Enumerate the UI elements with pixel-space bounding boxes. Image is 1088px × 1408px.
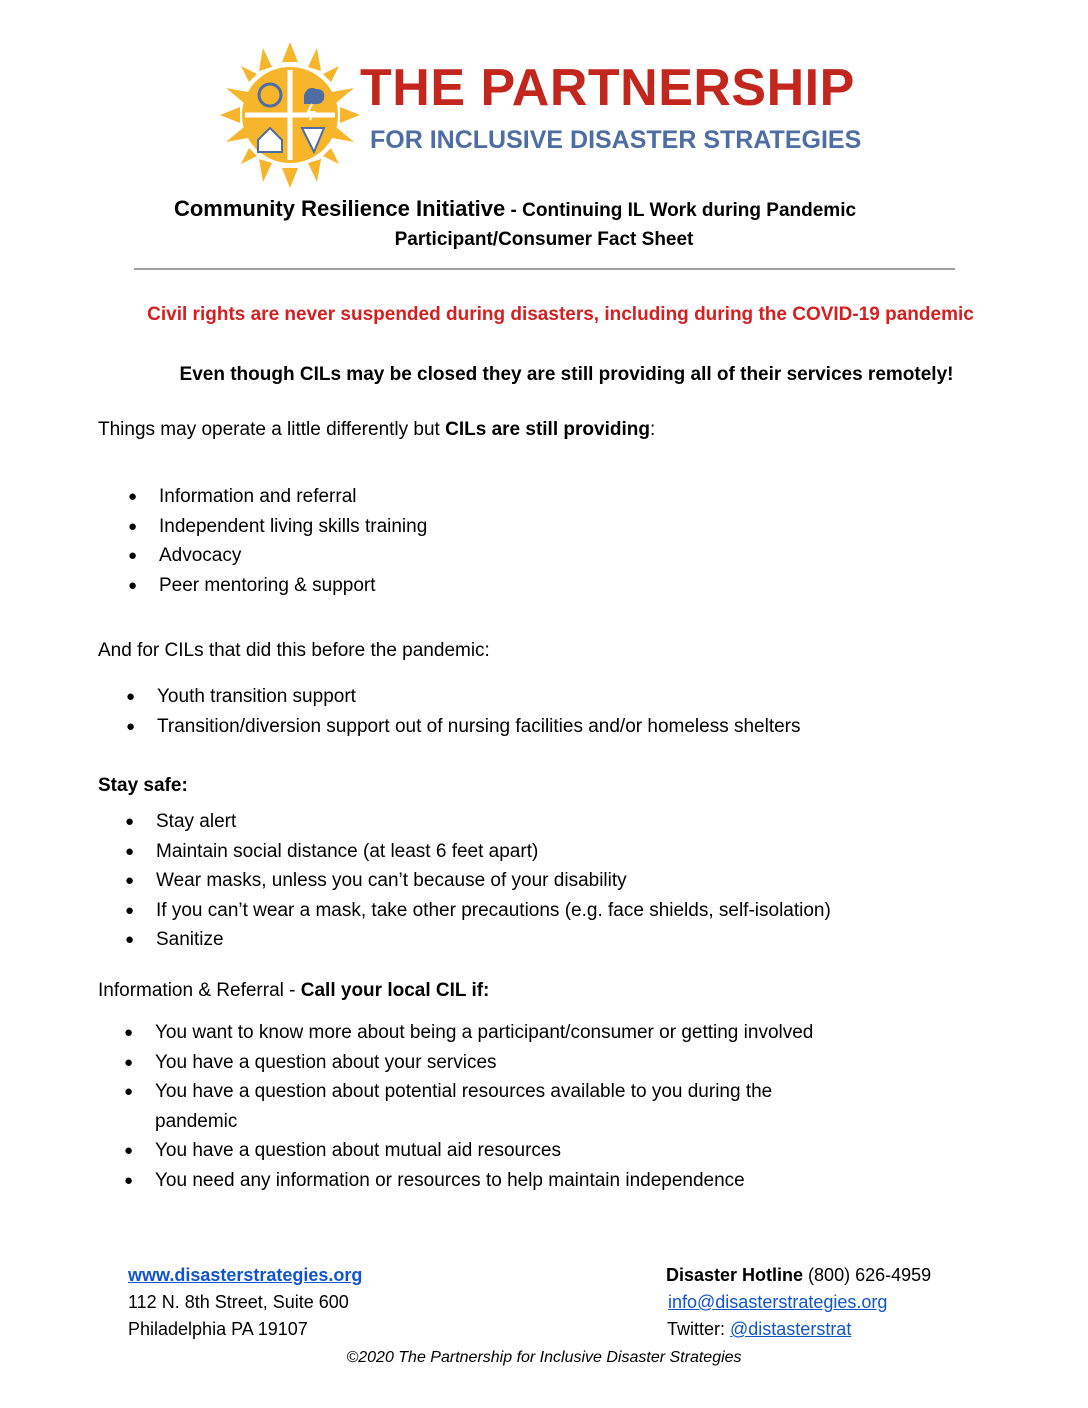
twitter-link[interactable]: @distasterstrat <box>730 1319 852 1339</box>
hotline <box>666 1265 931 1286</box>
title-main: Community Resilience Initiative <box>173 196 506 221</box>
list-item: ● Advocacy <box>128 541 427 571</box>
list-item: ● Youth transition support <box>126 682 801 712</box>
list-item: ● You have a question about potential resources available to you during the <box>124 1077 813 1107</box>
list-item: ● You need any information or resources to help maintain independence <box>124 1166 813 1196</box>
list-item: ● Sanitize <box>125 925 831 955</box>
brand-subtitle: FOR INCLUSIVE DISASTER STRATEGIES <box>370 126 862 154</box>
twitter <box>667 1319 851 1340</box>
list-item-continuation: pandemic <box>155 1110 238 1132</box>
address-line-1: 112 N. 8th Street, Suite 600 <box>128 1292 349 1312</box>
list-item: ● Maintain social distance (at least 6 feet apart) <box>125 837 831 867</box>
services-list <box>128 482 427 600</box>
services-intro <box>98 419 655 441</box>
hotline-label: Disaster Hotline <box>666 1265 804 1285</box>
sun-logo-icon <box>220 40 360 190</box>
document-title <box>0 196 1030 222</box>
referral-intro-bold: Call your local CIL if: <box>300 980 490 1001</box>
pre-pandemic-list <box>126 682 801 741</box>
services-intro-end: : <box>649 419 656 440</box>
list-item: ● If you can’t wear a mask, take other precautions (e.g. face shields, self-isolation) <box>125 896 831 926</box>
document-subtitle: Participant/Consumer Fact Sheet <box>394 229 694 250</box>
list-item: ● You have a question about mutual aid resources <box>124 1136 813 1166</box>
civil-rights-notice: Civil rights are never suspended during disasters, including during the COVID-19 pandemic <box>147 304 974 325</box>
list-item: ● Wear masks, unless you can’t because of your disability <box>125 866 831 896</box>
brand-title: THE PARTNERSHIP <box>360 59 855 117</box>
divider <box>134 268 955 270</box>
referral-intro <box>98 980 489 1002</box>
list-item: ● Independent living skills training <box>128 512 427 542</box>
stay-safe-heading: Stay safe: <box>98 775 188 796</box>
stay-safe-list <box>125 807 831 955</box>
referral-list <box>124 1018 813 1195</box>
email-link[interactable]: info@disasterstrategies.org <box>668 1292 888 1312</box>
remote-services-notice: Even though CILs may be closed they are still providing all of their services remotely! <box>179 364 954 385</box>
list-item: ● You have a question about your services <box>124 1048 813 1078</box>
services-intro-bold: CILs are still providing <box>445 419 650 440</box>
hotline-number: (800) 626-4959 <box>803 1265 932 1285</box>
address-line-2: Philadelphia PA 19107 <box>128 1319 308 1339</box>
list-item: ● Stay alert <box>125 807 831 837</box>
list-item: ● Transition/diversion support out of nursing facilities and/or homeless shelters <box>126 712 801 742</box>
logo <box>220 40 870 190</box>
copyright: ©2020 The Partnership for Inclusive Disaster Strategies <box>346 1349 742 1366</box>
list-item: ● Information and referral <box>128 482 427 512</box>
pre-pandemic-intro: And for CILs that did this before the pandemic: <box>98 640 490 661</box>
website-link[interactable]: www.disasterstrategies.org <box>128 1265 363 1285</box>
title-rest: - Continuing IL Work during Pandemic <box>505 200 857 221</box>
list-item: ● You want to know more about being a participant/consumer or getting involved <box>124 1018 813 1048</box>
services-intro-plain: Things may operate a little differently but <box>98 419 446 440</box>
twitter-label: Twitter: <box>667 1319 731 1339</box>
referral-intro-plain: Information & Referral - <box>98 980 301 1001</box>
list-item: ● Peer mentoring & support <box>128 571 427 601</box>
